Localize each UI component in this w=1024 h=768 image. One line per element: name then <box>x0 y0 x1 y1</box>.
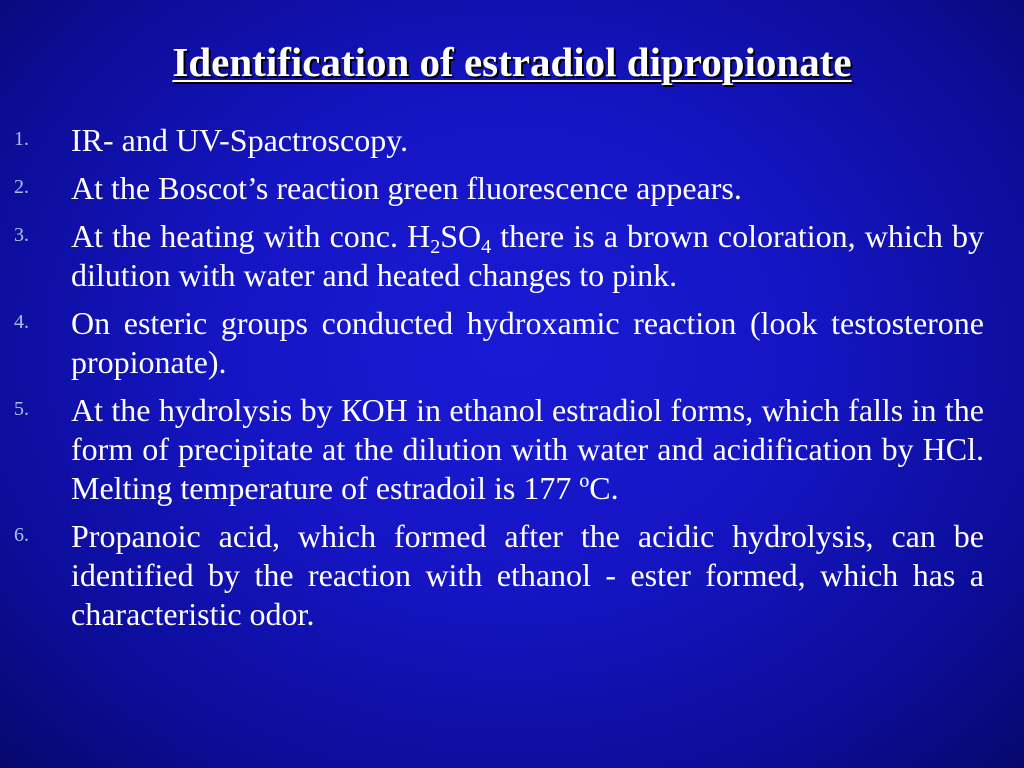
list-item-text <box>71 217 984 295</box>
list-item-number: 5. <box>14 398 29 420</box>
list-item-text: IR- and UV-Spactroscopy. <box>71 122 409 158</box>
slide-title: Identification of estradiol dipropionate <box>172 39 852 85</box>
text-segment: At the heating with conc. H <box>71 218 431 254</box>
subscript: 2 <box>430 236 441 258</box>
list-item <box>0 121 1024 160</box>
list-item-text: On esteric groups conducted hydroxamic reaction (look testosterone propionate). <box>71 305 984 380</box>
list-item <box>0 391 1024 508</box>
list-item-number: 6. <box>14 524 29 546</box>
text-segment: there is a brown coloration, which by dilution with water and heated changes to pink. <box>71 218 985 293</box>
list-item-number: 3. <box>14 224 29 246</box>
list-item-text: At the Boscot’s reaction green fluorescence appears. <box>71 170 742 206</box>
subscript: 4 <box>481 236 492 258</box>
list-item <box>0 169 1024 208</box>
list-item <box>0 517 1024 634</box>
list-item-number: 4. <box>14 311 29 333</box>
list-item-number: 2. <box>14 176 29 198</box>
text-segment: SO <box>440 218 482 254</box>
list-item-number: 1. <box>14 128 29 150</box>
list-item-text: Propanoic acid, which formed after the acidic hydrolysis, can be identified by the reaction with ethanol - ester formed, which has a characteristic odor. <box>71 518 984 632</box>
list-item-text: At the hydrolysis by КОН in ethanol estradiol forms, which falls in the form of precipitate at the dilution with water and acidification by HCl. Melting temperature of estradoil is 177 ºC. <box>71 392 984 506</box>
numbered-list <box>0 121 1024 643</box>
list-item <box>0 304 1024 382</box>
list-item <box>0 217 1024 295</box>
